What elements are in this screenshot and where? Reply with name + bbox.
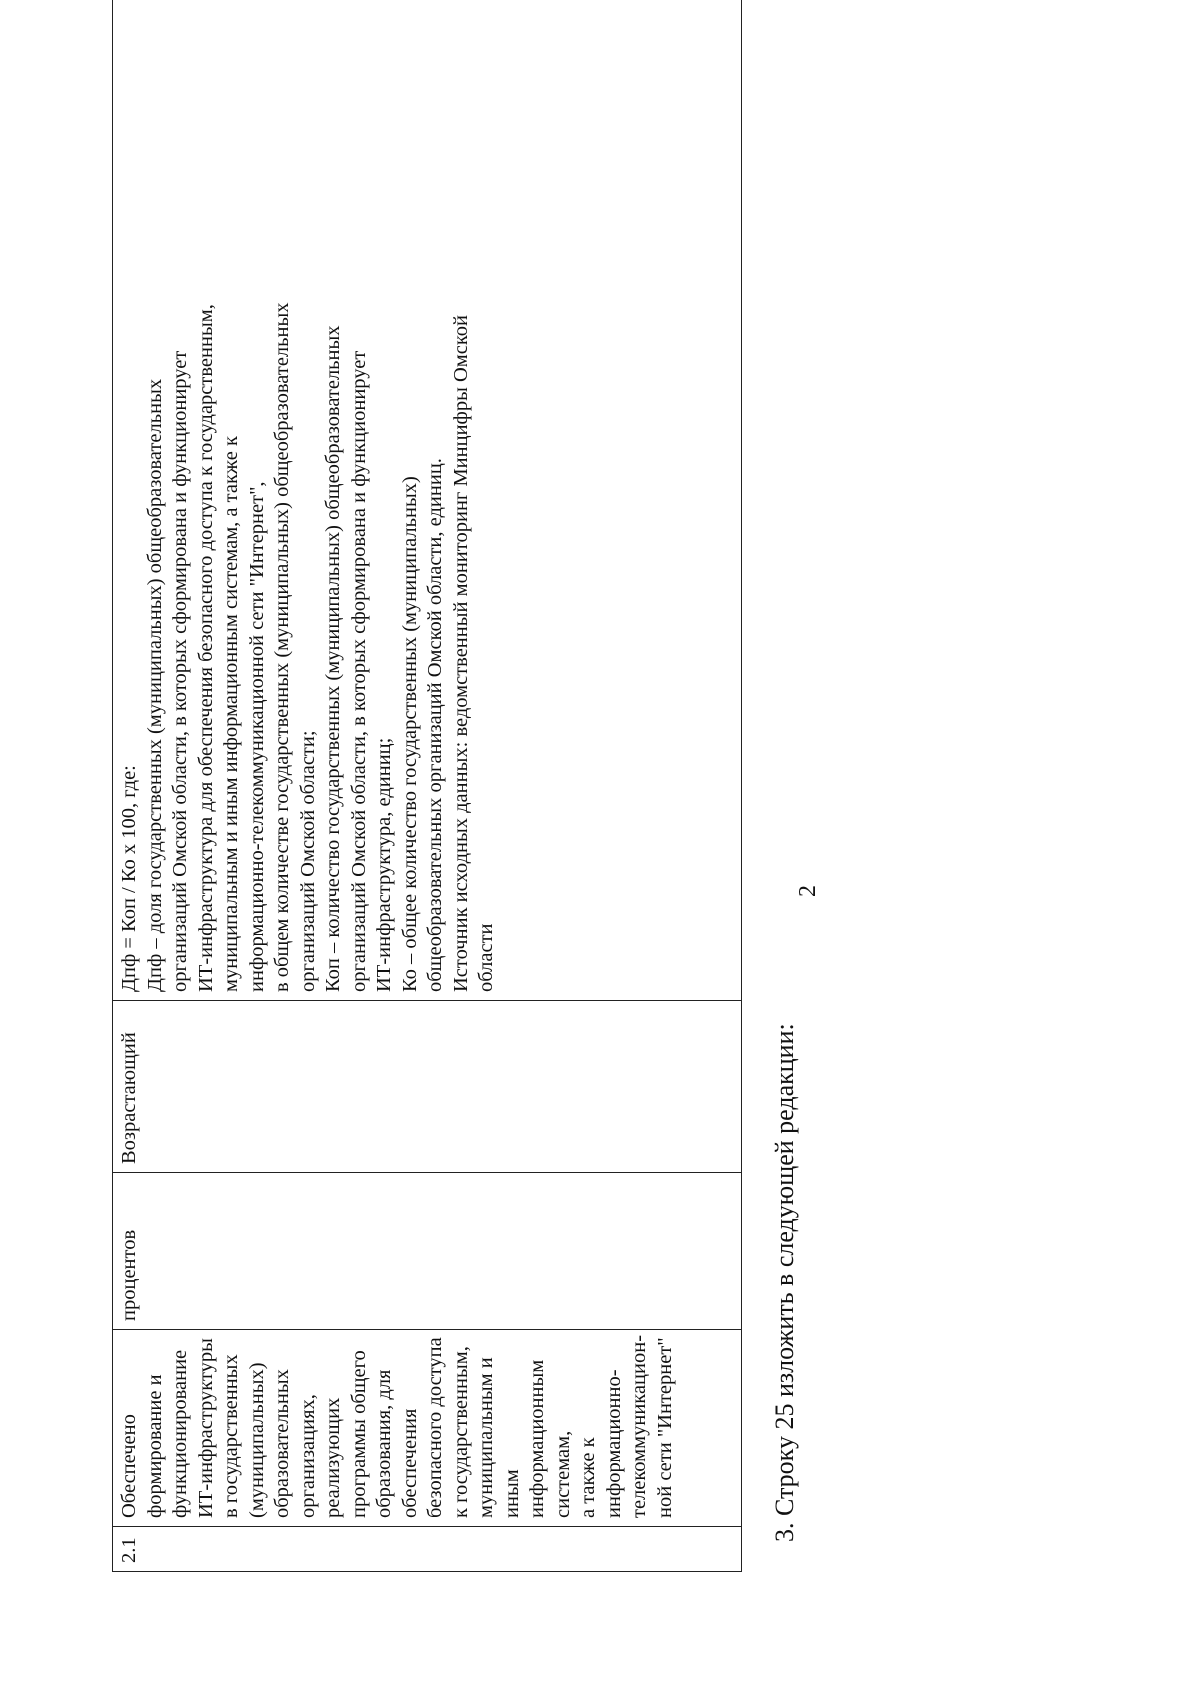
indicator-name-line: муниципальным и	[475, 1357, 497, 1518]
direction-cell: Возрастающий	[113, 1001, 742, 1173]
calculation-method-line: общеобразовательных организаций Омской области, единиц.	[424, 458, 446, 992]
calculation-method-line: Источник исходных данных: ведомственный мониторинг Минцифры Омской	[449, 314, 472, 992]
indicator-name-line: организациях,	[296, 1394, 319, 1518]
calculation-method-line: Дпф – доля государственных (муниципальных) общеобразовательных	[143, 378, 166, 992]
table-row	[113, 0, 742, 1572]
indicator-name-line: к государственным,	[449, 1346, 472, 1518]
calculation-method-line: в общем количестве государственных (муниципальных) общеобразовательных	[271, 302, 293, 992]
indicator-name-line: телекоммуникацион-	[628, 1334, 650, 1518]
indicator-name-line: ной сети "Интернет"	[653, 1337, 676, 1518]
calculation-method-line: муниципальным и иным информационным системам, а также к	[220, 436, 242, 992]
indicator-name-line: безопасного доступа	[424, 1337, 446, 1518]
calculation-method-line: ИТ-инфраструктура для обеспечения безопасного доступа к государственным,	[194, 304, 217, 992]
row-number-cell: 2.1	[113, 1527, 742, 1572]
calculation-method-cell	[113, 0, 742, 1001]
indicator-name-lines	[117, 1334, 678, 1518]
page-number: 2	[795, 885, 821, 897]
calculation-method-line: информационно-телекоммуникационной сети "Интернет",	[245, 481, 268, 992]
indicator-name-line: функционирование	[169, 1349, 191, 1518]
indicator-name-line: Обеспечено	[118, 1414, 140, 1518]
indicator-name-line: информационным	[526, 1359, 548, 1518]
calculation-method-line: ИТ-инфраструктура, единиц;	[373, 737, 395, 992]
calculation-method-line: Дпф = Коп / Ко x 100, где:	[118, 765, 140, 992]
indicator-name-line: в государственных	[220, 1354, 242, 1518]
indicator-name-line: формирование и	[143, 1374, 166, 1518]
instruction-text: 3. Строку 25 изложить в следующей редакции:	[770, 1023, 799, 1542]
unit-cell: процентов	[113, 1173, 742, 1330]
calculation-method-line: организаций Омской области, в которых сформирована и функционирует	[169, 350, 191, 992]
indicator-name-line: иным	[500, 1469, 523, 1518]
indicator-name-line: образовательных	[271, 1369, 293, 1518]
calculation-method-line: организаций Омской области;	[296, 730, 319, 992]
indicator-name-line: обеспечения	[398, 1408, 421, 1518]
calculation-method-line: Коп – количество государственных (муниципальных) общеобразовательных	[322, 325, 344, 992]
indicator-name-line: информационно-	[602, 1369, 625, 1518]
calculation-method-line: области	[475, 923, 497, 992]
indicator-name-line: ИТ-инфраструктуры	[194, 1338, 217, 1518]
calculation-method-lines	[117, 0, 500, 992]
indicator-name-line: реализующих	[322, 1397, 344, 1518]
calculation-method-line: Ко – общее количество государственных (муниципальных)	[398, 476, 421, 992]
calculation-method-line: организаций Омской области, в которых сформирована и функционирует	[347, 350, 370, 992]
indicator-name-line: программы общего	[347, 1350, 370, 1518]
indicator-name-cell	[113, 1330, 742, 1527]
indicator-name-line: образования, для	[373, 1369, 395, 1518]
indicator-name-line: системам,	[551, 1430, 574, 1518]
indicator-name-line: (муниципальных)	[245, 1362, 268, 1518]
indicator-name-line: а также к	[577, 1437, 599, 1518]
indicator-table	[112, 0, 742, 1572]
